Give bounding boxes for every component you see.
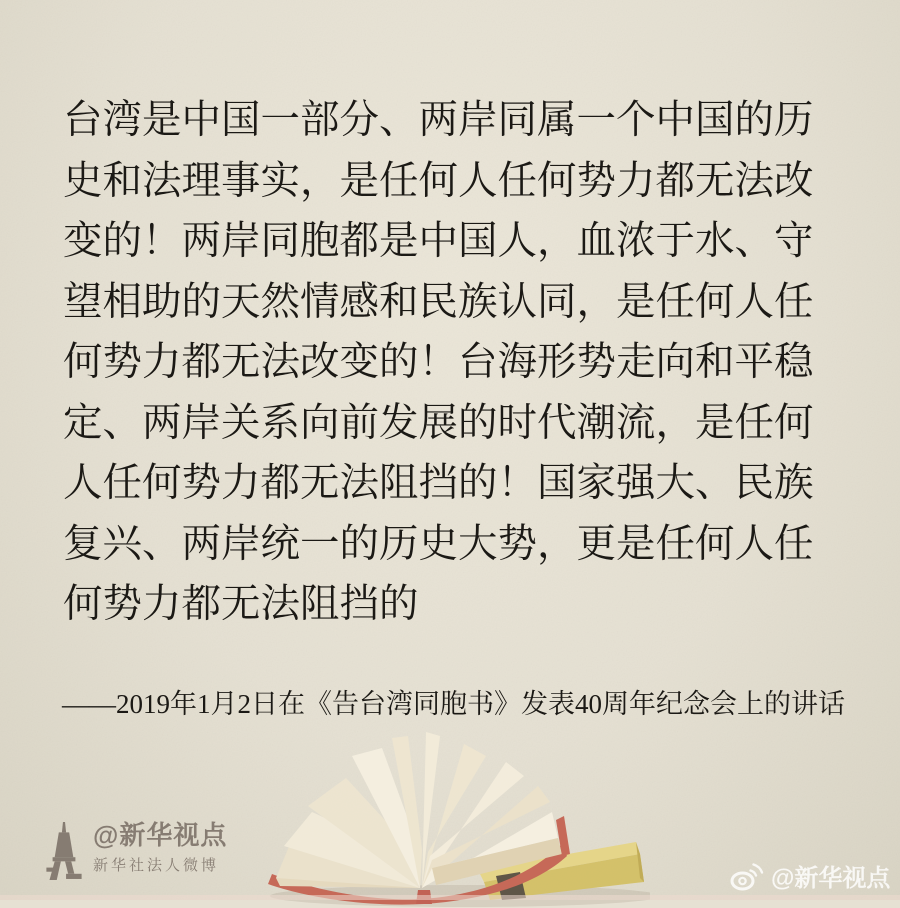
quote-text [63,90,814,635]
xinhua-monument-logo-icon [46,822,82,880]
open-book-illustration [250,728,650,908]
quote-line: 何势力都无法阻挡的 [63,582,419,626]
weibo-watermark [730,858,890,893]
quote-line: 复兴、两岸统一的历史大势，更是任何人任 [63,521,814,566]
quote-line: 史和法理事实，是任何人任何势力都无法改 [63,158,814,203]
weibo-handle: @新华视点 [771,865,891,892]
xinhua-watermark-text [93,819,227,875]
xinhua-handle: @新华视点 [93,820,228,850]
xinhua-watermark [46,819,227,880]
quote-line: 何势力都无法改变的！台海形势走向和平稳 [63,340,814,384]
photo-bottom-edge [0,895,900,900]
quote-line: 望相助的天然情感和民族认同，是任何人任 [63,279,814,324]
quote-line: 定、两岸关系向前发展的时代潮流，是任何 [63,400,814,445]
attribution-line: ——2019年1月2日在《告台湾同胞书》发表40周年纪念会上的讲话 [62,689,845,719]
weibo-icon [730,861,764,891]
xinhua-subtitle: 新华社法人微博 [93,857,220,874]
quote-line: 人任何势力都无法阻挡的！国家强大、民族 [63,461,814,505]
quote-line: 台湾是中国一部分、两岸同属一个中国的历 [63,98,814,142]
quote-line: 变的！两岸同胞都是中国人，血浓于水、守 [63,219,814,263]
yellow-book [478,842,644,900]
